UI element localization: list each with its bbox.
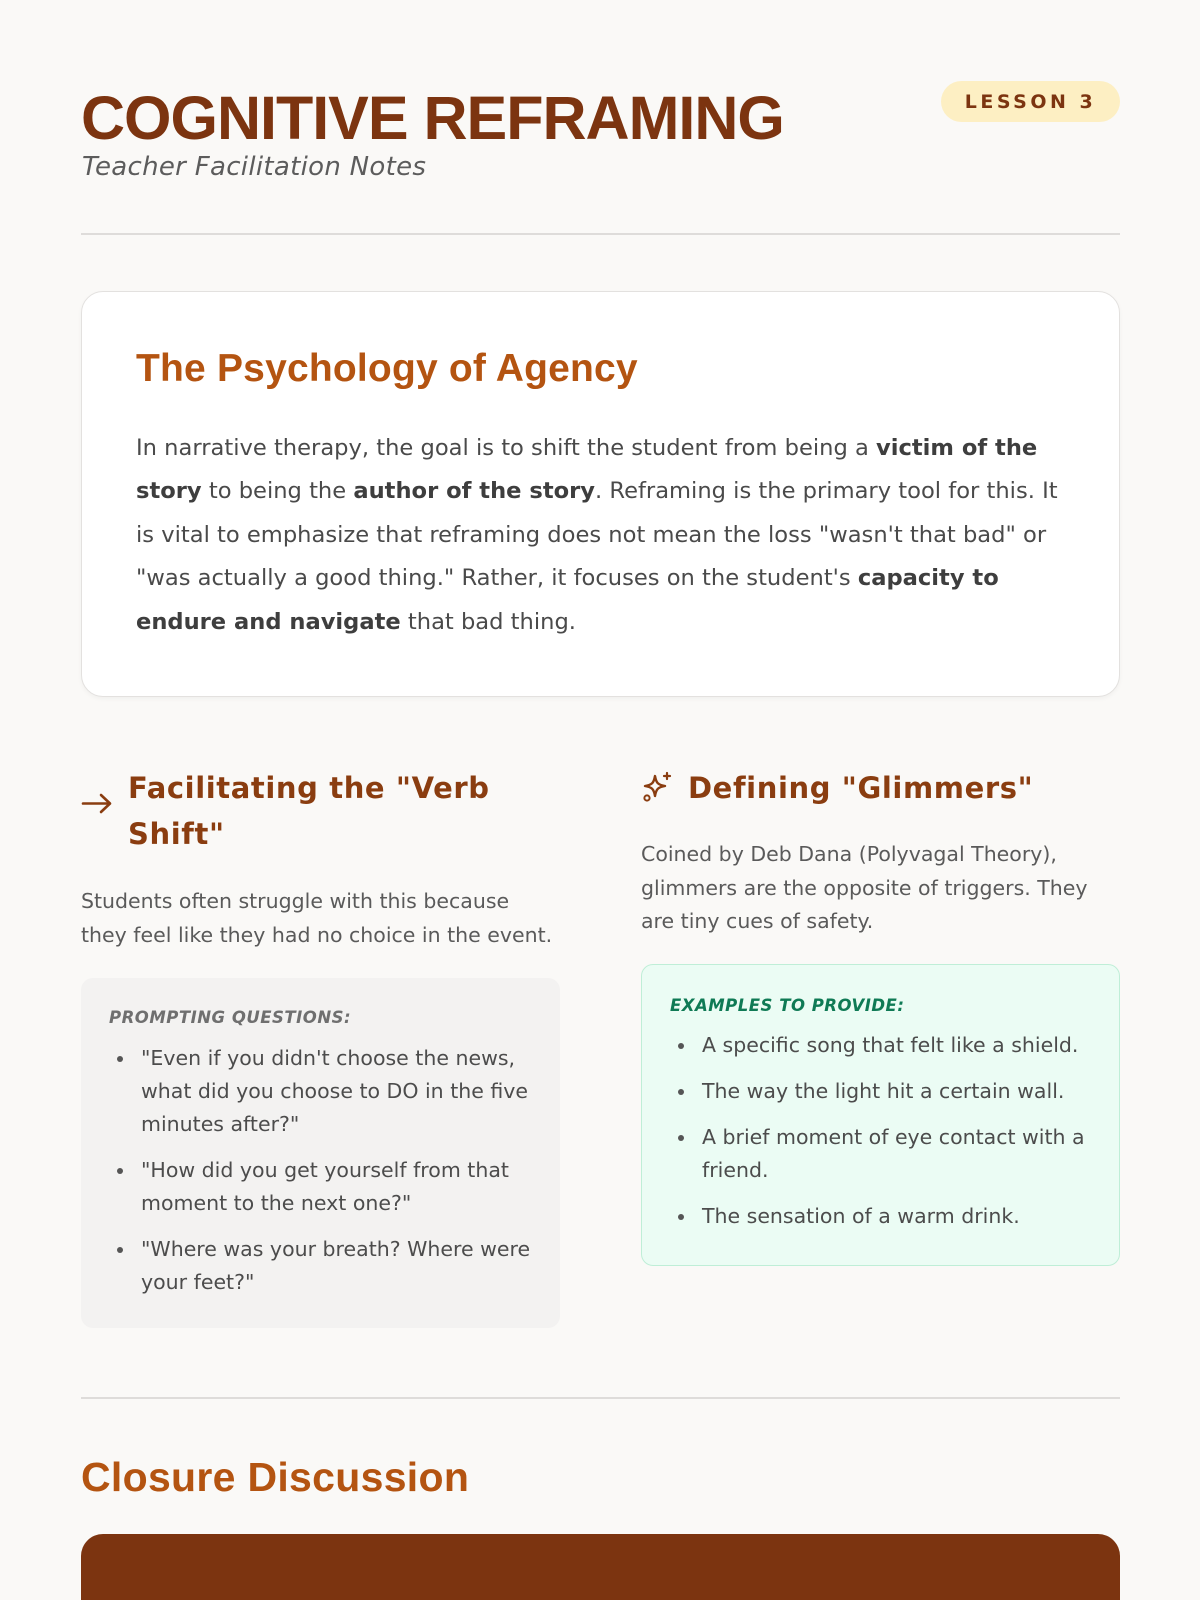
list-item: A brief moment of eye contact with a friend. xyxy=(702,1121,1102,1187)
closure-box xyxy=(81,1534,1120,1600)
list-item: "Where was your breath? Where were your feet?" xyxy=(141,1233,541,1299)
list-item: The way the light hit a certain wall. xyxy=(702,1075,1102,1108)
page-subtitle: Teacher Facilitation Notes xyxy=(82,152,427,182)
examples-box xyxy=(641,964,1120,1266)
verb-shift-title: Facilitating the "Verb Shift" xyxy=(128,771,490,851)
agency-card xyxy=(81,291,1120,697)
glimmers-section xyxy=(641,765,1120,1228)
agency-title: The Psychology of Agency xyxy=(136,347,638,390)
closure-title: Closure Discussion xyxy=(81,1454,470,1500)
glimmers-text: Coined by Deb Dana (Polyvagal Theory), glimmers are the opposite of triggers. They are tiny cues of safety. xyxy=(641,842,1088,933)
prompting-questions-label: PROMPTING QUESTIONS: xyxy=(109,1008,352,1027)
agency-text-4: that bad thing. xyxy=(400,608,576,635)
list-item: A specific song that felt like a shield. xyxy=(702,1029,1102,1062)
examples-label: EXAMPLES TO PROVIDE: xyxy=(670,996,905,1015)
lesson-badge: LESSON 3 xyxy=(941,81,1120,122)
agency-emphasis-1: victim of the story xyxy=(136,435,1038,505)
examples-list xyxy=(702,1029,1102,1246)
glimmers-title: Defining "Glimmers" xyxy=(688,771,1034,805)
sparkles-icon xyxy=(641,771,674,804)
header xyxy=(81,78,1120,238)
page-title: COGNITIVE REFRAMING xyxy=(81,84,784,152)
agency-emphasis-3: capacity to endure and navigate xyxy=(136,565,999,635)
agency-text-3: . Reframing is the primary tool for this. It is vital to emphasize that reframing does not mean the loss "wasn't that bad" or "was actually a good thing." Rather, it focuses on the student's xyxy=(136,478,1058,592)
agency-body xyxy=(136,427,1071,644)
list-item: "How did you get yourself from that moment to the next one?" xyxy=(141,1154,541,1220)
verb-shift-header xyxy=(81,765,560,861)
prompting-questions-list xyxy=(141,1042,541,1312)
agency-emphasis-2: author of the story xyxy=(353,478,596,505)
arrow-right-icon xyxy=(81,787,114,820)
agency-text-1: In narrative therapy, the goal is to shift the student from being a xyxy=(136,435,876,461)
header-divider xyxy=(81,233,1120,235)
section-divider xyxy=(81,1397,1120,1399)
list-item: The sensation of a warm drink. xyxy=(702,1200,1102,1233)
verb-shift-section xyxy=(81,765,560,1294)
list-item: "Even if you didn't choose the news, what did you choose to DO in the five minutes after?" xyxy=(141,1042,541,1141)
prompting-questions-box xyxy=(81,978,560,1328)
verb-shift-text: Students often struggle with this because they feel like they had no choice in the event. xyxy=(81,889,553,947)
agency-text-2: to being the xyxy=(201,478,354,505)
